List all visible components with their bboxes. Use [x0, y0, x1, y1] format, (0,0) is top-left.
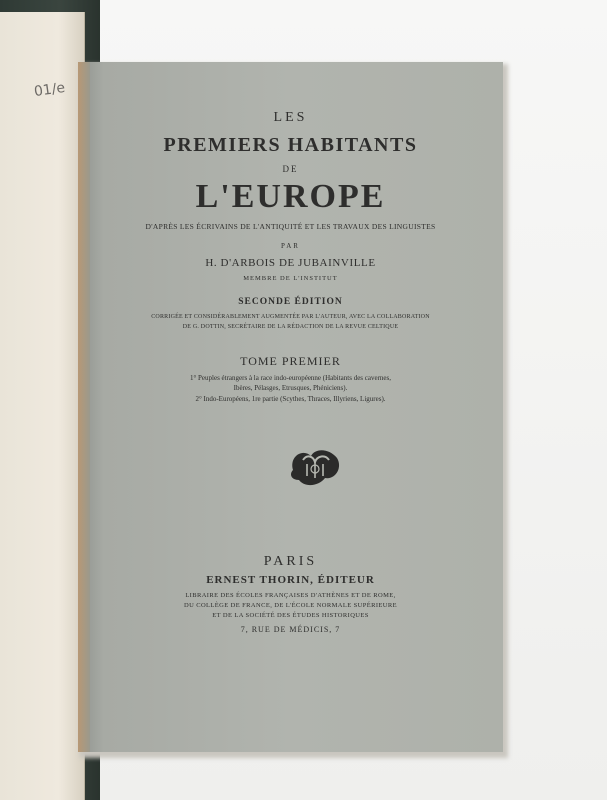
- author: H. D'ARBOIS DE JUBAINVILLE: [205, 257, 376, 269]
- publisher-line-2: DU COLLÈGE DE FRANCE, DE L'ÉCOLE NORMALE SUPÉRIEURE: [184, 602, 397, 609]
- publisher-line-3: ET DE LA SOCIÉTÉ DES ÉTUDES HISTORIQUES: [212, 612, 369, 619]
- subtitle: D'APRÈS LES ÉCRIVAINS DE L'ANTIQUITÉ ET LES TRAVAUX DES LINGUISTES: [145, 222, 436, 231]
- title-line-les: LES: [273, 110, 308, 125]
- handwritten-note: 01/e: [33, 79, 67, 101]
- correction-line-2: DE G. DOTTIN, SECRÉTAIRE DE LA RÉDACTION DE LA REVUE CELTIQUE: [182, 324, 399, 330]
- correction-line-1: CORRIGÉE ET CONSIDÉRABLEMENT AUGMENTÉE PAR L'AUTEUR, AVEC LA COLLABORATION: [151, 314, 430, 320]
- publisher-monogram-icon: [285, 442, 345, 492]
- flyleaf: [0, 12, 85, 800]
- title-line-de: DE: [282, 164, 299, 174]
- title-line-europe: L'EUROPE: [195, 178, 386, 215]
- city: PARIS: [263, 554, 318, 569]
- publisher-address: 7, RUE DE MÉDICIS, 7: [240, 625, 341, 634]
- title-page: [78, 62, 503, 752]
- publisher: ERNEST THORIN, ÉDITEUR: [206, 574, 375, 586]
- title-line-premiers: PREMIERS HABITANTS: [163, 134, 418, 156]
- publisher-line-1: LIBRAIRE DES ÉCOLES FRANÇAISES D'ATHÈNES ET DE ROME,: [185, 592, 396, 599]
- author-role: MEMBRE DE L'INSTITUT: [243, 275, 338, 282]
- par-line: PAR: [281, 242, 300, 250]
- contents-line-2: Ibères, Pélasges, Etrusques, Phéniciens).: [233, 384, 348, 392]
- edition: SECONDE ÉDITION: [238, 297, 343, 307]
- contents-line-1: 1° Peuples étrangers à la race indo-européenne (Habitants des cavernes,: [189, 374, 392, 382]
- contents-line-3: 2° Indo-Européens, 1re partie (Scythes, Thraces, Illyriens, Ligures).: [195, 395, 386, 403]
- volume-title: TOME PREMIER: [240, 354, 341, 368]
